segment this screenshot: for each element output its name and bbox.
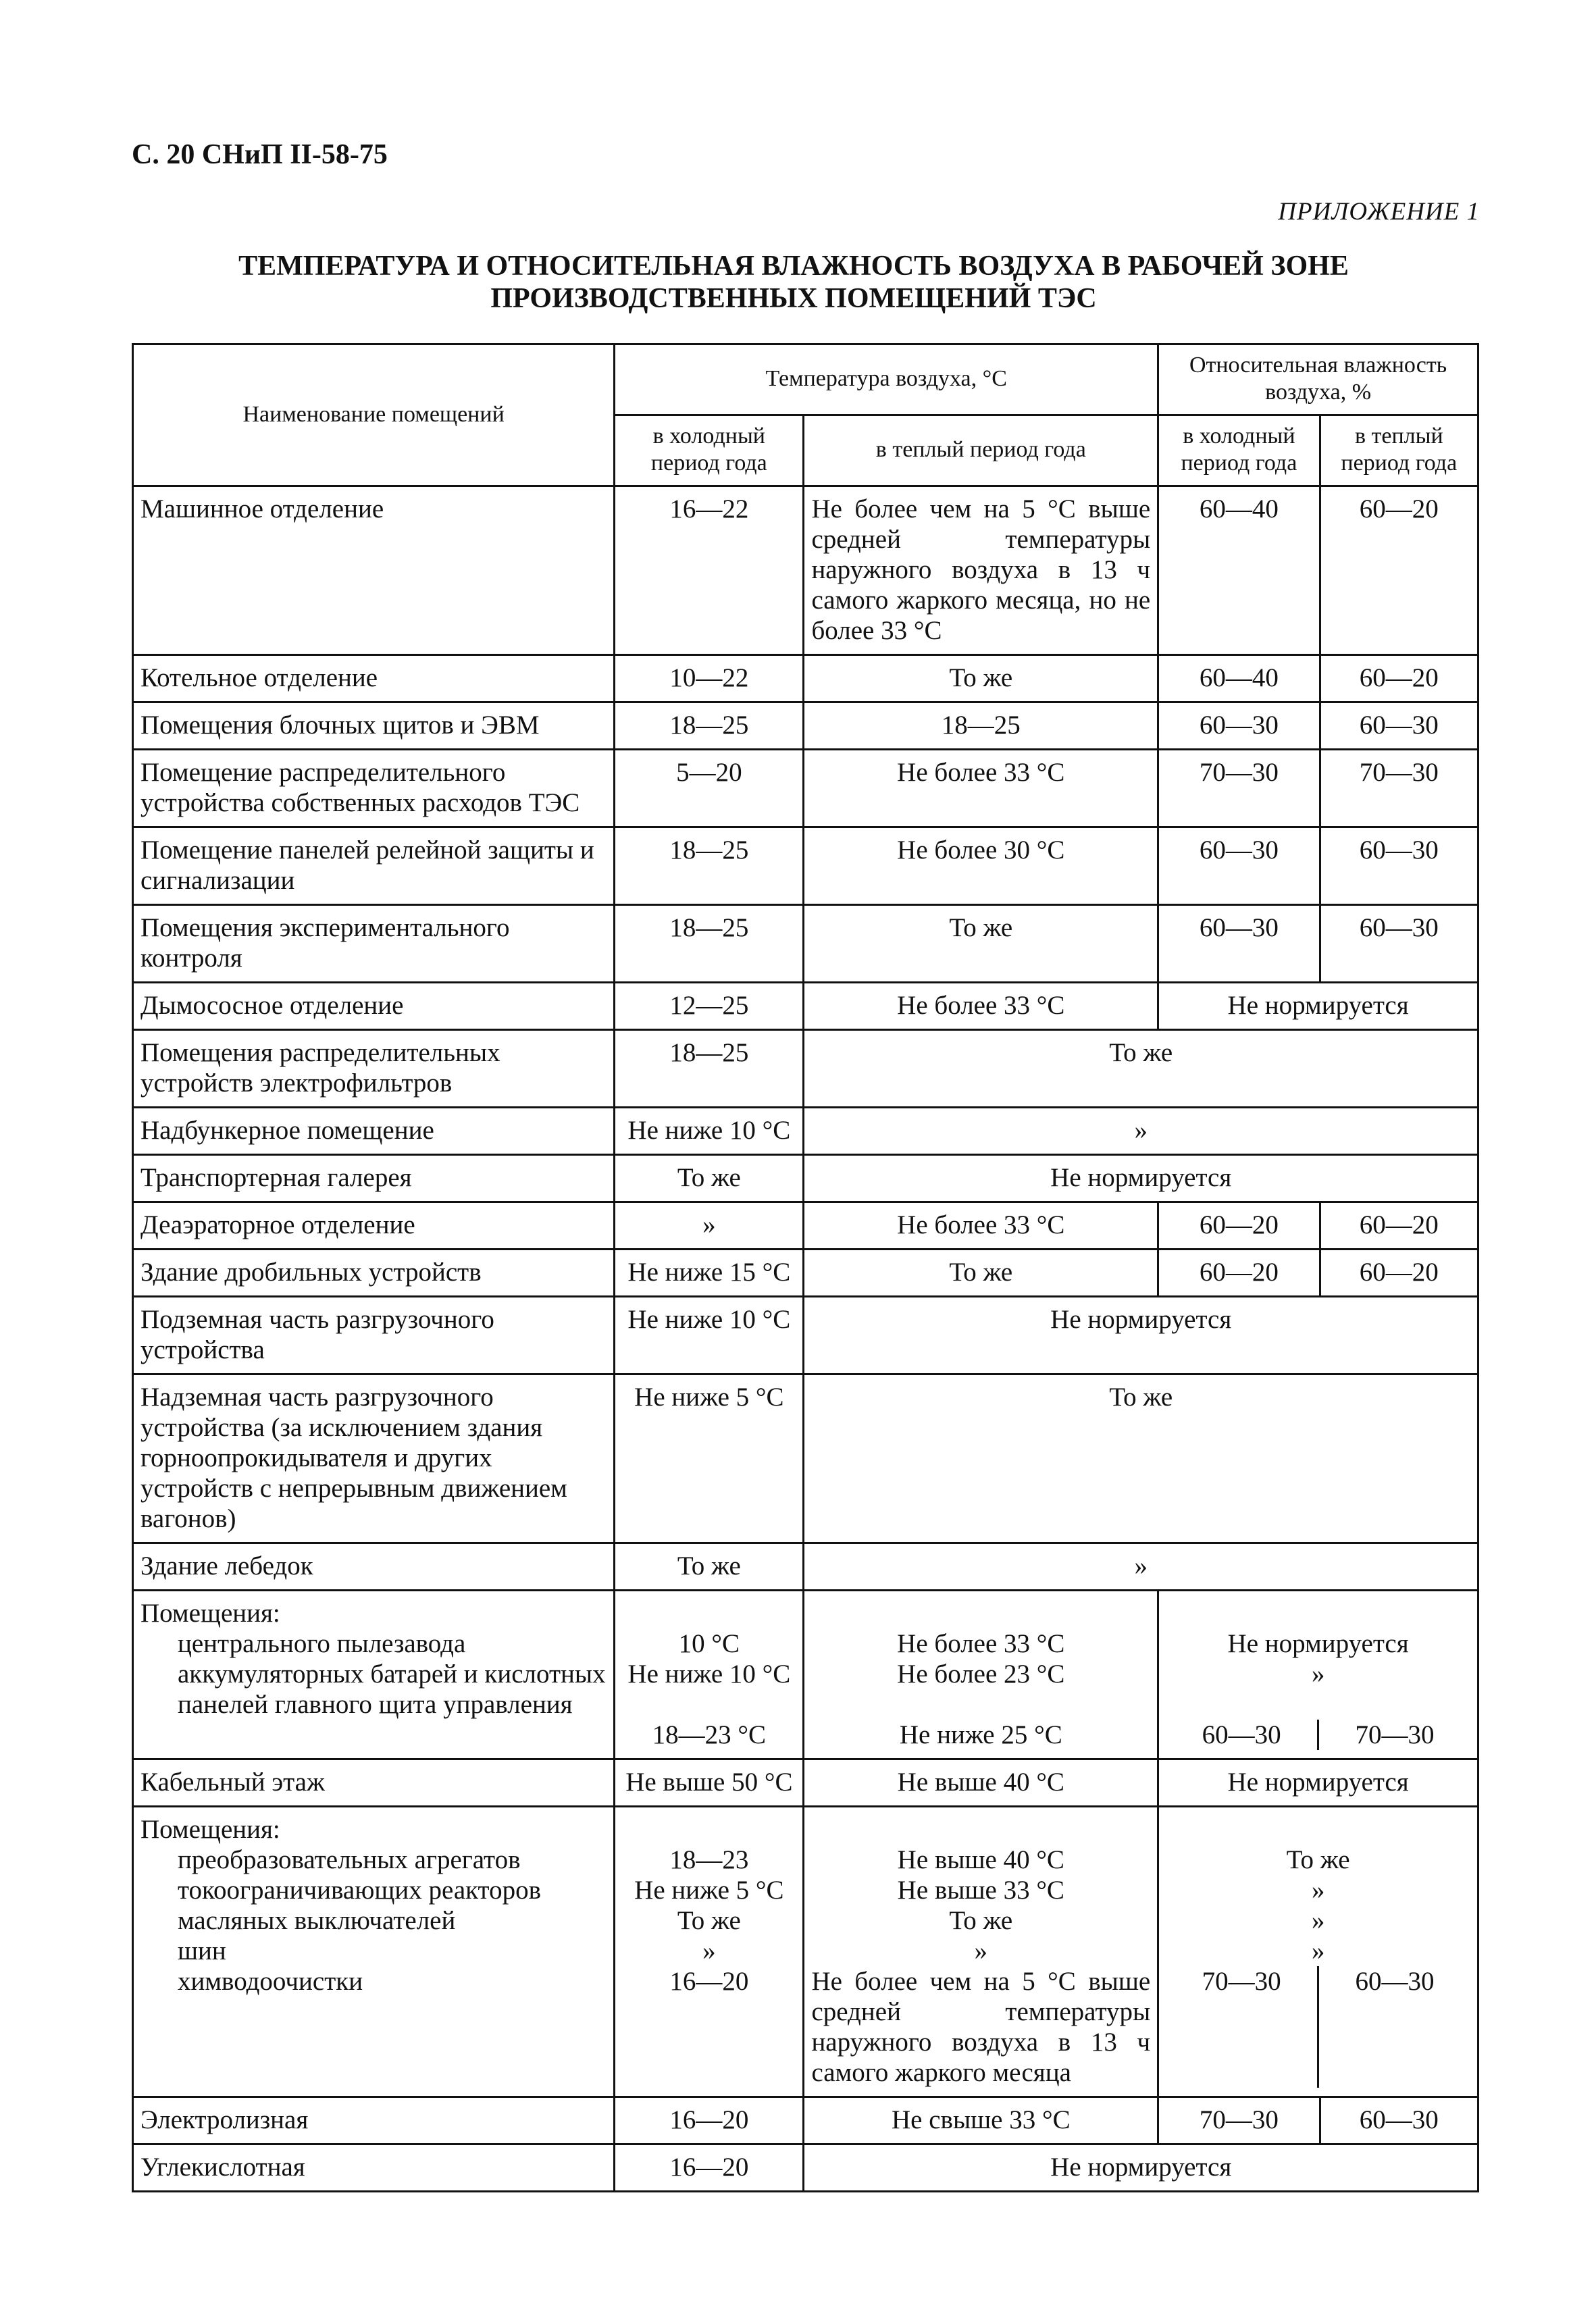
temp-warm: Не выше 40 °С	[804, 1759, 1158, 1807]
temp-cold: 10—22	[615, 655, 804, 702]
hum-warm: 60—30	[1317, 1966, 1470, 2088]
humidity-group	[1158, 1591, 1478, 1759]
table-row	[133, 827, 1478, 905]
room-name: Деаэраторное отделение	[133, 1202, 615, 1250]
table-row	[133, 2144, 1478, 2192]
temp-cold: Не ниже 5 °С	[634, 1876, 784, 1905]
sub-room: токоограничивающих реакторов	[178, 1876, 542, 1905]
temp-cold: 18—25	[615, 1030, 804, 1108]
room-name: Помещение панелей релейной защиты и сигнализации	[133, 827, 615, 905]
temp-cold: »	[702, 1936, 716, 1965]
hum-warm: 60—30	[1320, 827, 1478, 905]
merged-values: Не нормируется	[804, 1297, 1478, 1374]
temp-cold: 12—25	[615, 983, 804, 1030]
hum-cold: 60—30	[1202, 1720, 1281, 1749]
room-name: Кабельный этаж	[133, 1759, 615, 1807]
temp-warm: Не более 23 °С	[897, 1660, 1065, 1689]
hum-warm: 70—30	[1317, 1720, 1470, 1750]
humidity-split	[1166, 1966, 1470, 2088]
col-header-temp-warm: в теплый период года	[804, 415, 1158, 486]
room-name: Транспортерная галерея	[133, 1155, 615, 1202]
temp-warm: Не более чем на 5 °С выше средней температуры наружного воздуха в 13 ч самого жаркого месяца, но не более 33 °С	[804, 486, 1158, 655]
temp-cold: 18—25	[615, 702, 804, 750]
col-header-temp-cold: в холодный период года	[615, 415, 804, 486]
title-line-1: ТЕМПЕРАТУРА И ОТНОСИТЕЛЬНАЯ ВЛАЖНОСТЬ ВОЗДУХА В РАБОЧЕЙ ЗОНЕ	[238, 251, 1349, 282]
climate-table	[132, 343, 1479, 2192]
col-header-temp: Температура воздуха, °С	[615, 344, 1158, 415]
temp-cold: 18—23	[669, 1845, 749, 1874]
temp-warm: Не более 33 °С	[804, 983, 1158, 1030]
hum-cold: 70—30	[1158, 750, 1320, 827]
temp-warm: Не ниже 25 °С	[899, 1720, 1062, 1749]
room-name: Здание лебедок	[133, 1543, 615, 1591]
sub-room: шин	[178, 1936, 226, 1965]
table-row	[133, 1155, 1478, 1202]
hum-cold: 60—40	[1158, 655, 1320, 702]
table-row-group	[133, 1807, 1478, 2097]
table-row	[133, 486, 1478, 655]
humidity: Не нормируется	[1227, 1629, 1409, 1658]
merged-values: Не нормируется	[804, 2144, 1478, 2192]
room-name: Надбункерное помещение	[133, 1108, 615, 1155]
hum-cold: 60—30	[1158, 905, 1320, 983]
table-row	[133, 1543, 1478, 1591]
table-row	[133, 1202, 1478, 1250]
temp-cold: 18—23 °С	[652, 1720, 767, 1749]
temp-warm: То же	[804, 1250, 1158, 1297]
sub-room: аккумуляторных батарей и кислотных	[178, 1660, 606, 1689]
temp-cold: »	[615, 1202, 804, 1250]
table-row	[133, 1297, 1478, 1374]
table-row	[133, 2097, 1478, 2144]
temp-cold: 16—20	[615, 2144, 804, 2192]
merged-values: Не нормируется	[804, 1155, 1478, 1202]
hum-cold: 60—40	[1158, 486, 1320, 655]
table-row	[133, 750, 1478, 827]
temp-cold: 18—25	[615, 827, 804, 905]
temp-cold: Не ниже 15 °С	[615, 1250, 804, 1297]
table-row	[133, 655, 1478, 702]
room-name: Надземная часть разгрузочного устройства (за исключением здания горноопрокидывателя и других устройств с непрерывным движением вагонов)	[133, 1374, 615, 1543]
sub-room: химводоочистки	[178, 1967, 363, 1996]
hum-cold: 70—30	[1158, 2097, 1320, 2144]
humidity: »	[1311, 1936, 1325, 1965]
document-title	[132, 250, 1456, 315]
temp-cold: То же	[615, 1155, 804, 1202]
temp-cold: То же	[615, 1543, 804, 1591]
col-header-name: Наименование помещений	[133, 344, 615, 486]
sub-room: масляных выключателей	[178, 1906, 456, 1935]
page-header: С. 20 СНиП II-58-75	[132, 139, 388, 170]
temp-cold: 16—22	[615, 486, 804, 655]
temp-cold: Не ниже 5 °С	[615, 1374, 804, 1543]
temp-warm: То же	[804, 905, 1158, 983]
table-row	[133, 1108, 1478, 1155]
hum-warm: 60—20	[1320, 655, 1478, 702]
table-row	[133, 702, 1478, 750]
humidity-split	[1166, 1720, 1470, 1750]
temp-cold: 5—20	[615, 750, 804, 827]
temp-cold-group	[615, 1807, 804, 2097]
room-name: Подземная часть разгрузочного устройства	[133, 1297, 615, 1374]
room-name: Котельное отделение	[133, 655, 615, 702]
temp-warm: Не выше 40 °С	[897, 1845, 1064, 1874]
temp-cold-group	[615, 1591, 804, 1759]
room-name: Углекислотная	[133, 2144, 615, 2192]
group-label: Помещения:	[140, 1815, 280, 1844]
title-line-2: ПРОИЗВОДСТВЕННЫХ ПОМЕЩЕНИЙ ТЭС	[490, 283, 1097, 314]
temp-cold: Не ниже 10 °С	[615, 1108, 804, 1155]
temp-cold: То же	[677, 1906, 741, 1935]
humidity: »	[1311, 1906, 1325, 1935]
hum-cold: 60—20	[1158, 1250, 1320, 1297]
humidity: То же	[1286, 1845, 1350, 1874]
temp-warm: »	[974, 1936, 988, 1965]
hum-warm: 60—20	[1320, 486, 1478, 655]
hum-warm: 60—30	[1320, 2097, 1478, 2144]
hum-cold: 70—30	[1202, 1967, 1281, 1996]
room-name: Электролизная	[133, 2097, 615, 2144]
temp-cold: Не ниже 10 °С	[627, 1660, 791, 1689]
header-row	[133, 344, 1478, 415]
merged-values: »	[804, 1108, 1478, 1155]
humidity: Не нормируется	[1158, 983, 1478, 1030]
table-row	[133, 905, 1478, 983]
merged-values: То же	[804, 1374, 1478, 1543]
temp-cold: 10 °С	[678, 1629, 740, 1658]
hum-warm: 60—30	[1320, 905, 1478, 983]
humidity-group	[1158, 1807, 1478, 2097]
temp-warm: Не более 30 °С	[804, 827, 1158, 905]
room-name: Здание дробильных устройств	[133, 1250, 615, 1297]
room-name: Помещения блочных щитов и ЭВМ	[133, 702, 615, 750]
temp-warm: Не более 33 °С	[897, 1629, 1065, 1658]
room-group	[133, 1807, 615, 2097]
table-row	[133, 1374, 1478, 1543]
temp-warm: То же	[804, 655, 1158, 702]
temp-warm-group	[804, 1591, 1158, 1759]
temp-warm: 18—25	[804, 702, 1158, 750]
temp-warm: Не выше 33 °С	[897, 1876, 1064, 1905]
temp-warm: Не свыше 33 °С	[804, 2097, 1158, 2144]
temp-warm: Не более 33 °С	[804, 750, 1158, 827]
hum-warm: 60—20	[1320, 1202, 1478, 1250]
table-row	[133, 1759, 1478, 1807]
table-row	[133, 983, 1478, 1030]
room-name: Помещения распределительных устройств электрофильтров	[133, 1030, 615, 1108]
temp-warm-group	[804, 1807, 1158, 2097]
hum-cold: 60—30	[1158, 827, 1320, 905]
group-label: Помещения:	[140, 1599, 280, 1628]
hum-warm: 60—30	[1320, 702, 1478, 750]
temp-cold: Не выше 50 °С	[615, 1759, 804, 1807]
room-name: Помещение распределительного устройства собственных расходов ТЭС	[133, 750, 615, 827]
temp-cold: 18—25	[615, 905, 804, 983]
col-header-hum-warm: в теплый период года	[1320, 415, 1478, 486]
temp-warm: То же	[949, 1906, 1013, 1935]
col-header-hum-cold: в холодный период года	[1158, 415, 1320, 486]
appendix-label: ПРИЛОЖЕНИЕ 1	[1278, 198, 1480, 226]
temp-warm: Не более чем на 5 °С выше средней температуры наружного воздуха в 13 ч самого жаркого месяца	[811, 1967, 1151, 2087]
room-name: Дымососное отделение	[133, 983, 615, 1030]
temp-warm: Не более 33 °С	[804, 1202, 1158, 1250]
temp-cold: Не ниже 10 °С	[615, 1297, 804, 1374]
temp-cold: 16—20	[669, 1967, 749, 1996]
sub-room: панелей главного щита управления	[178, 1690, 573, 1719]
table-row	[133, 1250, 1478, 1297]
merged-values: То же	[804, 1030, 1478, 1108]
room-name: Машинное отделение	[133, 486, 615, 655]
merged-values: »	[804, 1543, 1478, 1591]
hum-warm: 60—20	[1320, 1250, 1478, 1297]
hum-warm: 70—30	[1320, 750, 1478, 827]
room-group	[133, 1591, 615, 1759]
humidity: »	[1311, 1660, 1325, 1689]
sub-room: преобразовательных агрегатов	[178, 1845, 521, 1874]
humidity: »	[1311, 1876, 1325, 1905]
temp-cold: 16—20	[615, 2097, 804, 2144]
col-header-humidity: Относительная влажность воздуха, %	[1158, 344, 1478, 415]
sub-room: центрального пылезавода	[178, 1629, 466, 1658]
humidity: Не нормируется	[1158, 1759, 1478, 1807]
room-name: Помещения экспериментального контроля	[133, 905, 615, 983]
table-row	[133, 1030, 1478, 1108]
hum-cold: 60—30	[1158, 702, 1320, 750]
hum-cold: 60—20	[1158, 1202, 1320, 1250]
table-row-group	[133, 1591, 1478, 1759]
